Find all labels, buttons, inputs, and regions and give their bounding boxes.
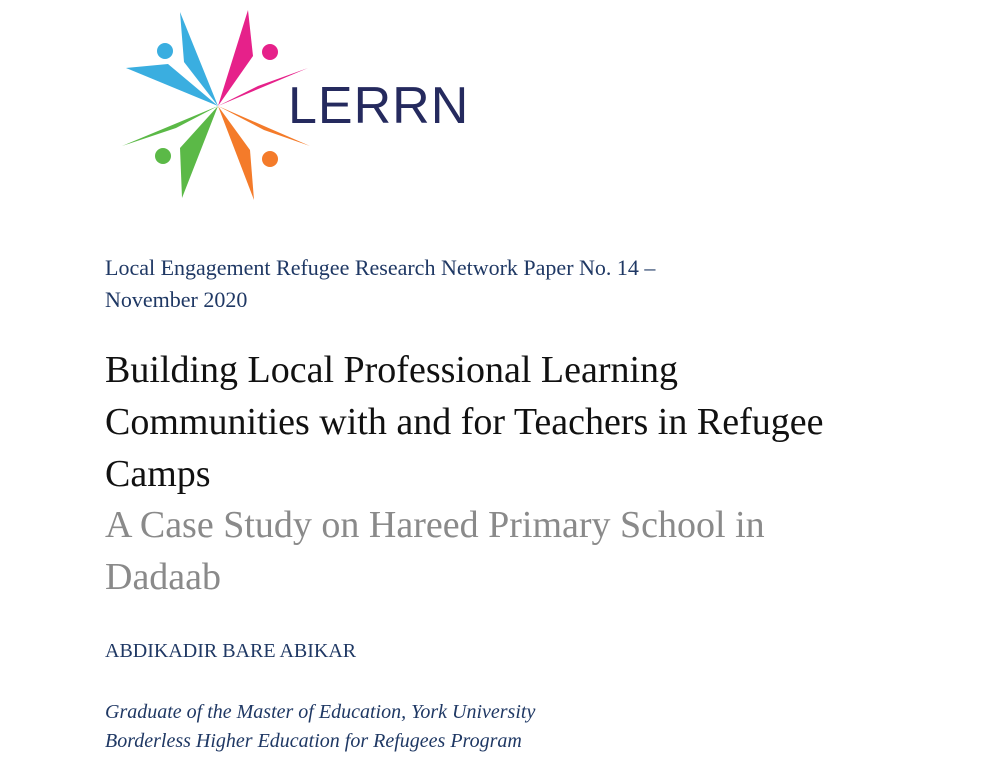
author-affiliation bbox=[105, 698, 535, 756]
series-line-2: November 2020 bbox=[105, 287, 248, 312]
title-line-1: Building Local Professional Learning bbox=[105, 349, 679, 391]
logo-head-magenta bbox=[262, 44, 278, 60]
logo-head-orange bbox=[262, 151, 278, 167]
title-line-3: Camps bbox=[105, 453, 211, 495]
paper-series-line bbox=[105, 252, 865, 316]
logo-wordmark: LERRN bbox=[288, 77, 470, 135]
logo-head-green bbox=[155, 148, 171, 164]
affiliation-line-2: Borderless Higher Education for Refugees Program bbox=[105, 730, 522, 752]
page-title bbox=[105, 344, 905, 500]
title-line-2: Communities with and for Teachers in Refugee bbox=[105, 401, 824, 443]
author-name: ABDIKADIR BARE ABIKAR bbox=[105, 640, 357, 662]
page-subtitle bbox=[105, 499, 905, 603]
logo-head-blue bbox=[157, 43, 173, 59]
series-line-1: Local Engagement Refugee Research Network Paper No. 14 – bbox=[105, 255, 656, 280]
subtitle-line-1: A Case Study on Hareed Primary School in bbox=[105, 504, 765, 546]
affiliation-line-1: Graduate of the Master of Education, York University bbox=[105, 701, 536, 723]
subtitle-line-2: Dadaab bbox=[105, 556, 222, 598]
